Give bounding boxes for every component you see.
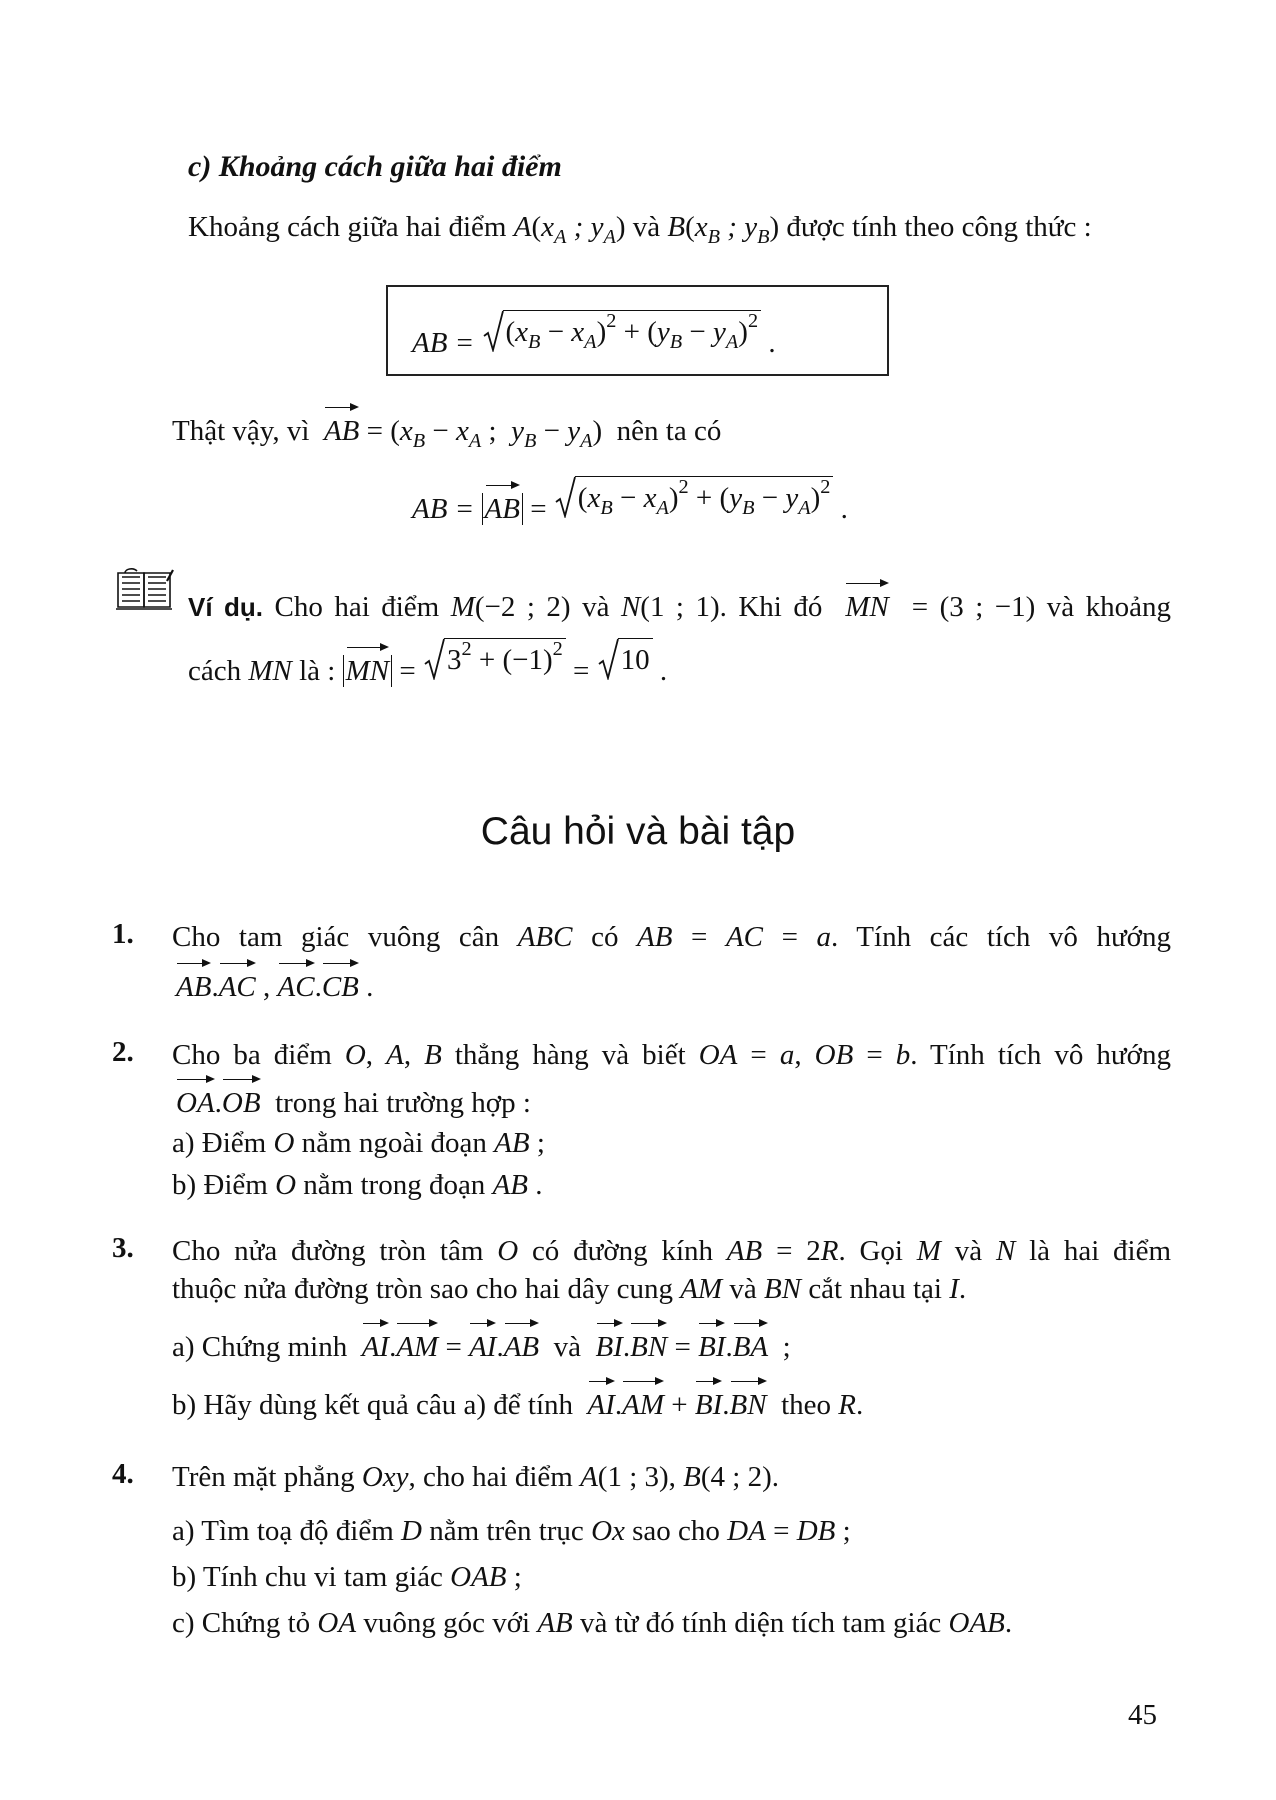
sqrt-symbol: $(x_B - x_A)^2 + (y_B - y_A)^2$ [482, 310, 762, 352]
exercise-2b: b) Điểm O nằm trong đoạn AB . [172, 1169, 543, 1201]
proof-formula: AB = AB = $(x_B - x_A)^2 + (y_B - y_A)^2$ . [412, 476, 848, 528]
exercise-number: 1. [112, 918, 134, 950]
exercise-3b: b) Hãy dùng kết quả câu a) để tính AI.AM + BI.BN theo R. [172, 1380, 863, 1424]
exercise-4b: b) Tính chu vi tam giác OAB ; [172, 1561, 522, 1593]
example-line-2: cách MN là : MN = $3^2 + (-1)^2$ = 10 . [188, 638, 667, 690]
intro-line: Khoảng cách giữa hai điểm $A(x_A$ ; $y_A$) và $B(x_B$ ; $y_B$) được tính theo công thức : [188, 211, 1092, 249]
example-text-2: và [582, 591, 610, 623]
exercise-2a: a) Điểm O nằm ngoài đoạn AB ; [172, 1127, 545, 1159]
exercise-3a: a) Chứng minh AI.AM = AI.AB và BI.BN = BI.BA ; [172, 1322, 791, 1366]
exercise-number: 3. [112, 1232, 134, 1264]
section-heading: c) Khoảng cách giữa hai điểm [188, 150, 562, 183]
distance-formula: AB = $(x_B - x_A)^2 + (y_B - y_A)^2$ . [412, 309, 776, 359]
exercise-3-line-1: Cho nửa đường tròn tâm O có đường kính AB = 2R. Gọi M và N là hai điểm [172, 1235, 1172, 1267]
page-number: 45 [1128, 1699, 1157, 1731]
exercise-4-line-1: Trên mặt phẳng Oxy, cho hai điểm A(1 ; 3), B(4 ; 2). [172, 1461, 780, 1493]
example-text-3: . Khi đó [719, 591, 823, 623]
sqrt-symbol: $(x_B - x_A)^2 + (y_B - y_A)^2$ [554, 476, 834, 518]
exercise-1-line-1: Cho tam giác vuông cân ABC có AB = AC = a. Tính các tích vô hướng [172, 921, 1172, 953]
example-text-4: = (3 ; −1) và khoảng [911, 591, 1172, 623]
proof-suffix: nên ta có [616, 415, 722, 447]
example-text-1: Cho hai điểm [274, 591, 440, 623]
example-text-6: là : [299, 655, 336, 687]
exercise-1-line-2: AB.AC , AC.CB . [176, 962, 373, 1006]
sqrt-symbol [597, 638, 653, 680]
exercises-title: Câu hỏi và bài tập [480, 810, 796, 853]
exercise-2-line-1: Cho ba điểm O, A, B thẳng hàng và biết OA = a, OB = b. Tính tích vô hướng [172, 1039, 1171, 1071]
intro-between: và [632, 211, 661, 243]
exercise-4c: c) Chứng tỏ OA vuông góc với AB và từ đó tính diện tích tam giác OAB. [172, 1607, 1013, 1639]
example-label: Ví dụ. [188, 592, 264, 622]
example-text-5: cách [188, 655, 242, 687]
formula-lhs: AB = [412, 327, 475, 359]
exercise-3-line-2: thuộc nửa đường tròn sao cho hai dây cung AM và BN cắt nhau tại I. [172, 1273, 967, 1305]
example-result: 10 [618, 638, 653, 680]
exercise-2-line-2: OA.OB trong hai trường hợp : [176, 1078, 531, 1122]
example-line-1: Ví dụ. Cho hai điểm M(−2 ; 2) và N(1 ; 1). Khi đó MN = (3 ; −1) và khoảng [188, 582, 1171, 626]
vector-MN: MN [845, 582, 889, 626]
intro-prefix: Khoảng cách giữa hai điểm [188, 211, 507, 243]
exercise-number: 4. [112, 1458, 134, 1490]
exercise-4a: a) Tìm toạ độ điểm D nằm trên trục Ox sao cho DA = DB ; [172, 1515, 851, 1547]
proof-lhs: AB = [412, 493, 475, 525]
book-icon [115, 567, 177, 613]
sqrt-symbol: $3^2 + (-1)^2$ [423, 638, 566, 680]
proof-prefix: Thật vậy, vì [172, 415, 310, 447]
vector-AB: AB [324, 406, 359, 450]
proof-line: Thật vậy, vì AB = ($x_B - x_A$ ; $y_B - y_A$) nên ta có [172, 406, 721, 450]
intro-suffix: được tính theo công thức : [786, 211, 1092, 243]
exercise-number: 2. [112, 1036, 134, 1068]
